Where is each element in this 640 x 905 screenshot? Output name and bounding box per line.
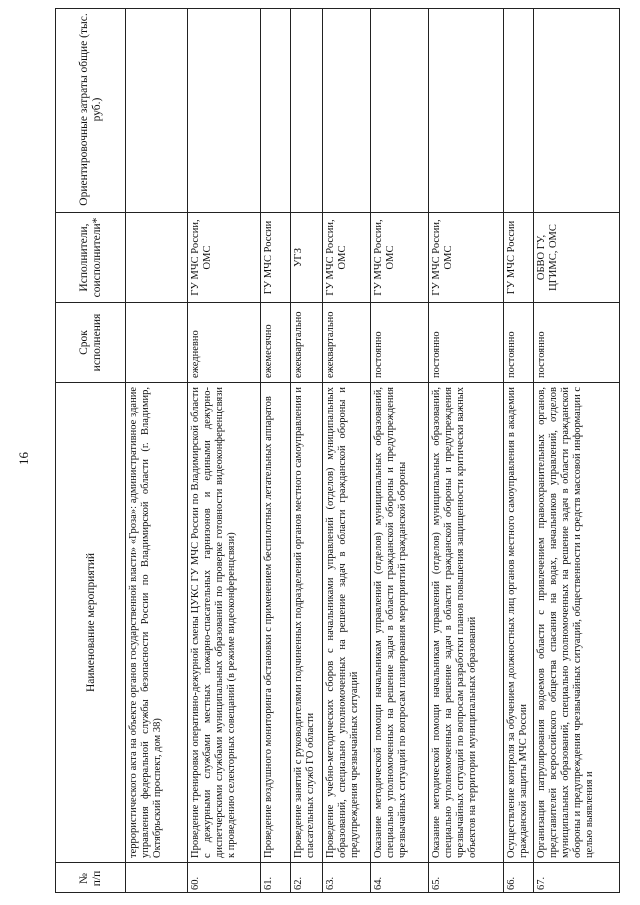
row-num: 67.	[534, 862, 619, 892]
table-header	[56, 9, 126, 892]
row-term: постоянно	[534, 302, 619, 382]
row-term: постоянно	[371, 302, 428, 382]
row-term: ежеквартально	[323, 302, 370, 382]
row-exec: ОБВО ГУ, ЦГИМС, ОМС	[534, 212, 619, 302]
row-exec: ГУ МЧС России	[261, 212, 290, 302]
row-num: 65.	[429, 862, 503, 892]
row-cost	[261, 7, 290, 212]
row-num: 63.	[323, 862, 370, 892]
table-row	[261, 9, 291, 892]
row-num	[126, 862, 187, 892]
row-exec: ГУ МЧС России	[504, 212, 533, 302]
row-exec: ГУ МЧС России, ОМС	[371, 212, 428, 302]
row-num: 66.	[504, 862, 533, 892]
header-num: № п/п	[56, 862, 126, 892]
row-num: 64.	[371, 862, 428, 892]
row-term: ежеквартально	[291, 302, 322, 382]
row-name: Организация патрулирования водоемов области с привлечением правоохранительных органов, представителей всероссийского общества спасания на водах, начальников управлений, отделов муниципальных образований, специально уполномоченных на решение задач в области гражданской обороны и предупреждения чрезвычайных ситуаций, общественности и средств массовой информации с целью выявления и	[534, 382, 619, 862]
events-table	[55, 8, 620, 893]
row-exec: ГУ МЧС России, ОМС	[429, 212, 503, 302]
row-name: Осуществление контроля за обучением должностных лиц органов местного самоуправления в академии гражданской защиты МЧС России	[504, 382, 533, 862]
row-term: ежедневно	[188, 302, 260, 382]
row-num: 62.	[291, 862, 322, 892]
row-name: Проведение воздушного мониторинга обстановки с применением беспилотных летательных аппаратов	[261, 382, 290, 862]
page-number: 16	[16, 452, 31, 465]
row-exec: ГУ МЧС России, ОМС	[188, 212, 260, 302]
row-exec: ГУ МЧС России, ОМС	[323, 212, 370, 302]
row-term: ежемесячно	[261, 302, 290, 382]
row-term	[126, 302, 187, 382]
row-cost	[188, 7, 260, 212]
table-row	[291, 9, 323, 892]
row-name: Оказание методической помощи начальникам управлений (отделов) муниципальных образований, специально уполномоченных на решение задач в области гражданской обороны и предупреждения чрезвычайных ситуаций по вопросам разработки планов повышения защищенности критически важных объектов на территории муниципальных образований	[429, 382, 503, 862]
table-row	[534, 9, 619, 892]
row-cost	[534, 7, 619, 212]
table-row	[504, 9, 534, 892]
row-cost	[126, 7, 187, 212]
row-cost	[371, 7, 428, 212]
table-row	[323, 9, 371, 892]
row-term: постоянно	[429, 302, 503, 382]
row-num: 61.	[261, 862, 290, 892]
row-exec	[126, 212, 187, 302]
row-term: постоянно	[504, 302, 533, 382]
table-row	[371, 9, 429, 892]
row-name: террористического акта на объекте органов государственной власти» «Гроза»: административное здание управления федеральной службы безопасности России по Владимирской области (г. Владимир, Октябрьский проспект, дом 38)	[126, 382, 187, 862]
row-name: Проведение занятий с руководителями подчиненных подразделений органов местного самоуправления и спасательных служб ГО области	[291, 382, 322, 862]
row-cost	[504, 7, 533, 212]
header-exec: Исполнители, соисполнители*	[56, 212, 126, 302]
header-term: Срок исполнения	[56, 302, 126, 382]
row-cost	[429, 7, 503, 212]
table-row	[188, 9, 261, 892]
row-exec: УГЗ	[291, 212, 322, 302]
row-name: Проведение учебно-методических сборов с начальниками управлений (отделов) муниципальных образований, специально уполномоченных на решение задач в области гражданской обороны и предупреждения чрезвычайных ситуаций	[323, 382, 370, 862]
row-name: Проведение тренировки оперативно-дежурной смены ЦУКС ГУ МЧС России по Владимирской области с дежурными службами местных пожарно-спасательных гарнизонов и едиными дежурно-диспетчерскими службами муниципальных образований по проверке готовности видеоконференцсвязи к проведению селекторных совещаний (в режиме видеоконференцсвязи)	[188, 382, 260, 862]
row-num: 60.	[188, 862, 260, 892]
row-cost	[291, 7, 322, 212]
row-cost	[323, 7, 370, 212]
header-name: Наименование мероприятий	[56, 382, 126, 862]
table-row	[429, 9, 504, 892]
table-row	[126, 9, 188, 892]
row-name: Оказание методической помощи начальникам управлений (отделов) муниципальных образований, специально уполномоченных на решение задач в области гражданской обороны и предупреждения чрезвычайных ситуаций по вопросам планирования мероприятий гражданской обороны	[371, 382, 428, 862]
header-cost: Ориентировочные затраты общие (тыс. руб.)	[78, 13, 103, 206]
